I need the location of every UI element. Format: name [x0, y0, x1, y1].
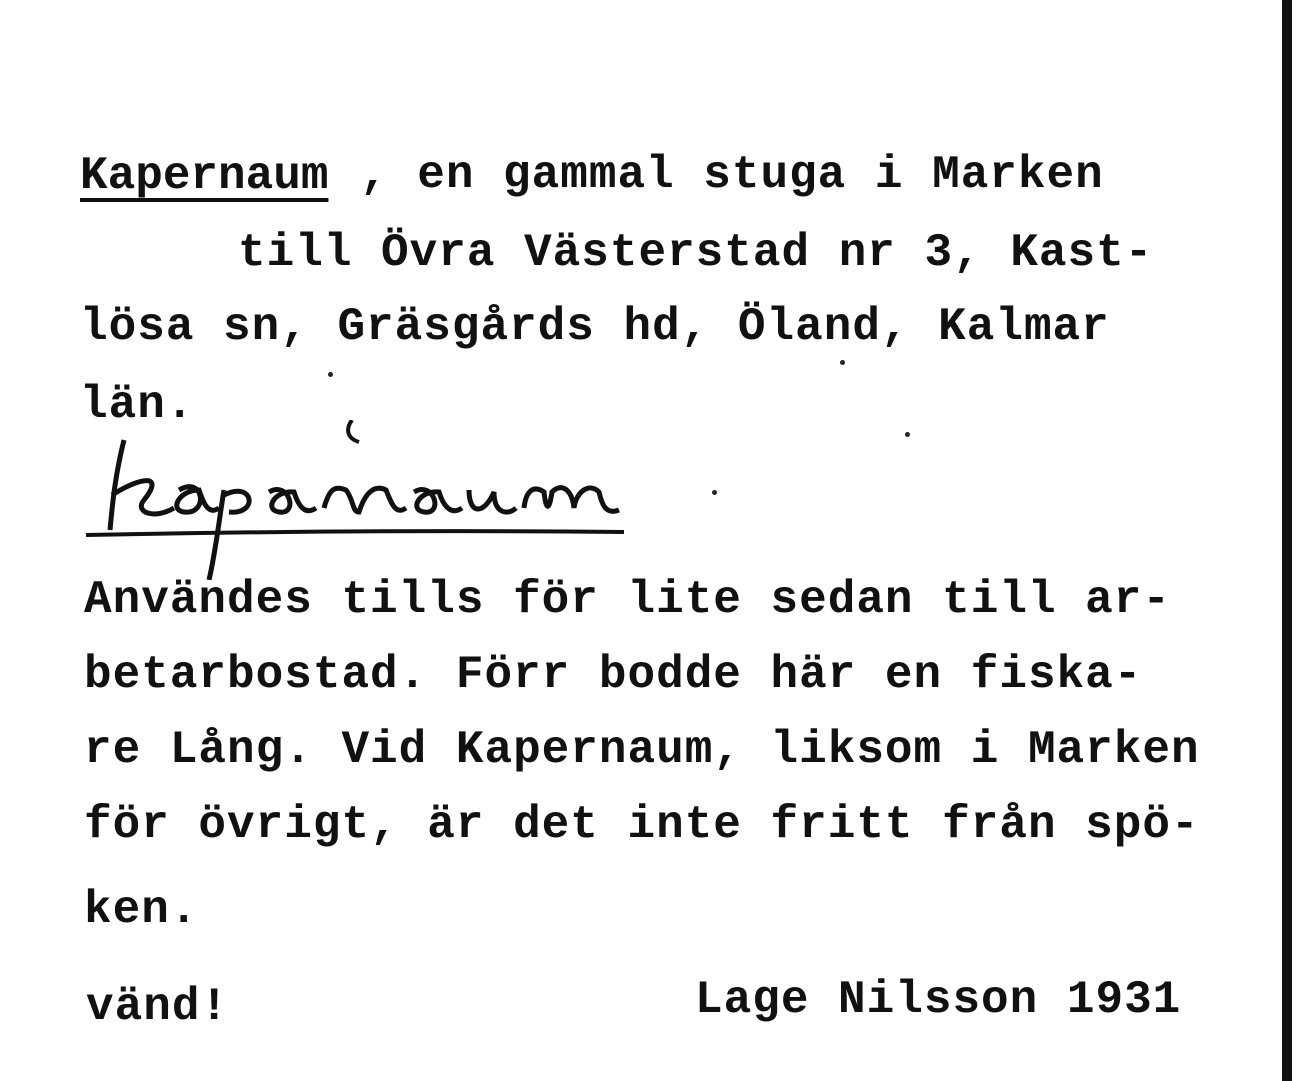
line-4: län. — [80, 379, 195, 431]
ink-speck — [905, 432, 910, 437]
author-signature: Lage Nilsson 1931 — [695, 974, 1182, 1026]
line-2: till Övra Västerstad nr 3, Kast- — [238, 227, 1154, 279]
card-edge-gap — [1294, 0, 1298, 1081]
footer-note: vänd! — [86, 981, 230, 1033]
body-line-3: re Lång. Vid Kapernaum, liksom i Marken — [84, 724, 1200, 776]
line-1-rest: , en gammal stuga i Marken — [360, 149, 1104, 201]
ink-speck — [328, 372, 333, 377]
line-3: lösa sn, Gräsgårds hd, Öland, Kalmar — [80, 301, 1110, 353]
handwritten-title — [84, 420, 644, 580]
body-line-1: Användes tills för lite sedan till ar- — [84, 574, 1171, 626]
card-edge — [1282, 0, 1292, 1081]
title-word: Kapernaum — [80, 150, 329, 202]
body-line-5: ken. — [84, 884, 199, 936]
ink-speck — [712, 490, 717, 495]
body-line-2: betarbostad. Förr bodde här en fiska- — [84, 649, 1143, 701]
ink-speck — [840, 360, 845, 365]
body-line-4: för övrigt, är det inte fritt från spö- — [84, 799, 1200, 851]
